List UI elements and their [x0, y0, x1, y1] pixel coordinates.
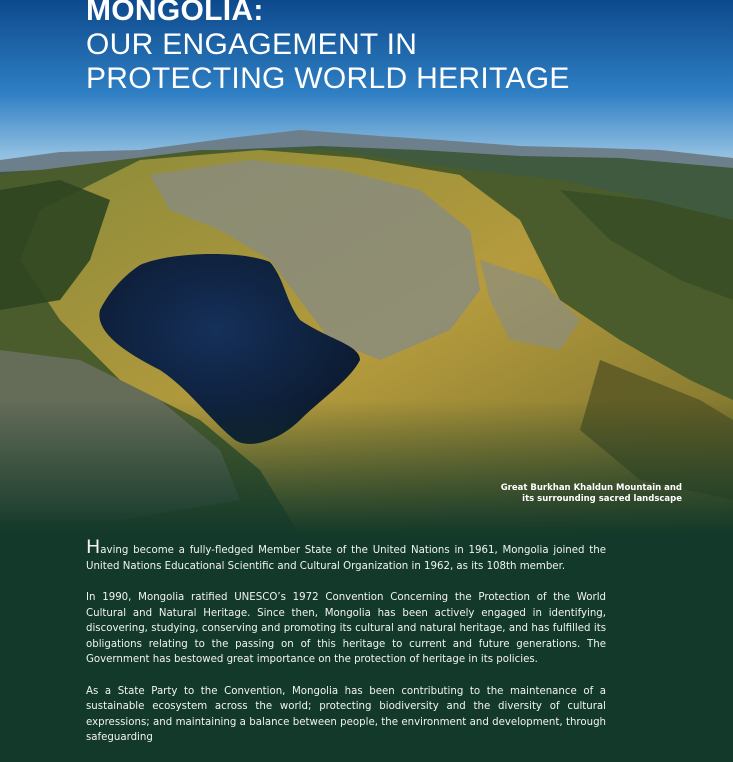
paragraph-1: [86, 536, 606, 574]
title-line-2: OUR ENGAGEMENT IN: [86, 28, 418, 61]
page-title: [86, 0, 570, 96]
caption-line-1: Great Burkhan Khaldun Mountain and: [500, 483, 682, 493]
paragraph-3: As a State Party to the Convention, Mongolia has been contributing to the maintenance of a sustainable ecosystem across the world; protecting biodiversity and the diversity of cultural expressions; and maintaining a balance between people, the environment and development, through safeguarding: [86, 685, 606, 743]
article-body: [86, 536, 606, 762]
paragraph-2: In 1990, Mongolia ratified UNESCO’s 1972 Convention Concerning the Protection of the World Cultural and Natural Heritage. Since then, Mongolia has been actively engaged in identifying, discovering, studying, conserving and promoting its cultural and natural heritage, and has fulfilled its obligations relating to the passing on of this heritage to current and future generations. The Government has bestowed great importance on the protection of heritage in its policies.: [86, 592, 606, 665]
title-line-1: MONGOLIA:: [86, 0, 264, 27]
drop-cap: H: [86, 536, 101, 558]
title-line-3: PROTECTING WORLD HERITAGE: [86, 62, 570, 95]
caption-line-2: its surrounding sacred landscape: [522, 494, 682, 504]
paragraph-1-text: aving become a fully-fledged Member State of the United Nations in 1961, Mongolia joined the United Nations Educational Scientific and Cultural Organization in 1962, as its 108th member.: [86, 545, 606, 572]
photo-caption: [442, 483, 682, 505]
